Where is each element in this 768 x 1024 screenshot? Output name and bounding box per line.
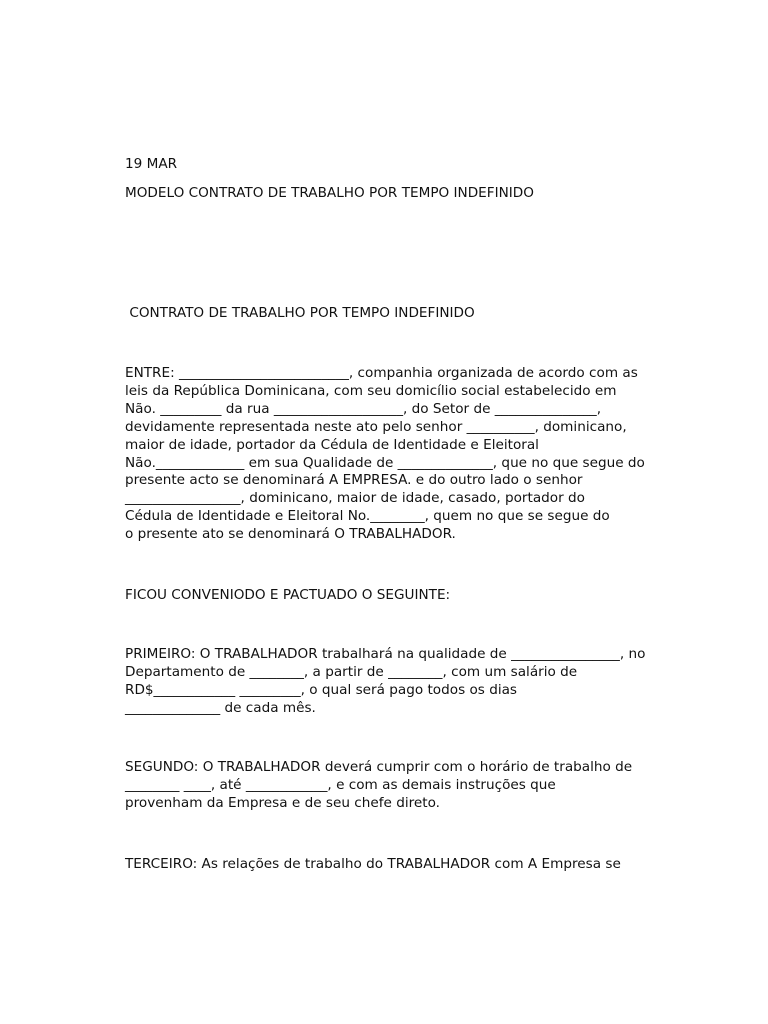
- document-date: 19 MAR: [125, 156, 178, 172]
- model-title: MODELO CONTRATO DE TRABALHO POR TEMPO INDEFINIDO: [125, 185, 534, 201]
- segundo-line: provenham da Empresa e de seu chefe direto.: [125, 794, 440, 811]
- entre-line: devidamente representada neste ato pelo senhor __________, dominicano,: [125, 418, 627, 435]
- entre-line: _________________, dominicano, maior de idade, casado, portador do: [125, 490, 585, 507]
- entre-line: Não._____________ em sua Qualidade de ______________, que no que segue do: [125, 454, 645, 471]
- primeiro-paragraph: [125, 646, 645, 718]
- primeiro-line: Departamento de ________, a partir de ________, com um salário de: [125, 663, 578, 680]
- agreed-heading: FICOU CONVENIODO E PACTUADO O SEGUINTE:: [125, 587, 451, 603]
- terceiro-paragraph: TERCEIRO: As relações de trabalho do TRABALHADOR com A Empresa se: [125, 856, 621, 872]
- segundo-line: SEGUNDO: O TRABALHADOR deverá cumprir com o horário de trabalho de: [125, 759, 633, 775]
- entre-line: Não. _________ da rua ___________________, do Setor de _______________,: [125, 400, 602, 417]
- entre-paragraph: [125, 365, 645, 544]
- entre-line: o presente ato se denominará O TRABALHADOR.: [125, 526, 456, 543]
- primeiro-line: RD$____________ _________, o qual será pago todos os dias: [125, 681, 518, 698]
- entre-line: ENTRE: _________________________, companhia organizada de acordo com as: [125, 365, 638, 381]
- entre-line: Cédula de Identidade e Eleitoral No.________, quem no que se segue do: [125, 508, 610, 525]
- primeiro-line: PRIMEIRO: O TRABALHADOR trabalhará na qualidade de ________________, no: [125, 646, 646, 662]
- segundo-paragraph: [125, 759, 632, 813]
- entre-line: presente acto se denominará A EMPRESA. e do outro lado o senhor: [125, 472, 583, 489]
- entre-line: leis da República Dominicana, com seu domicílio social estabelecido em: [125, 382, 617, 399]
- segundo-line: ________ ____, até ____________, e com as demais instruções que: [125, 776, 556, 793]
- entre-line: maior de idade, portador da Cédula de Identidade e Eleitoral: [125, 436, 539, 453]
- primeiro-line: ______________ de cada mês.: [125, 699, 316, 716]
- contract-title: CONTRATO DE TRABALHO POR TEMPO INDEFINIDO: [125, 305, 475, 321]
